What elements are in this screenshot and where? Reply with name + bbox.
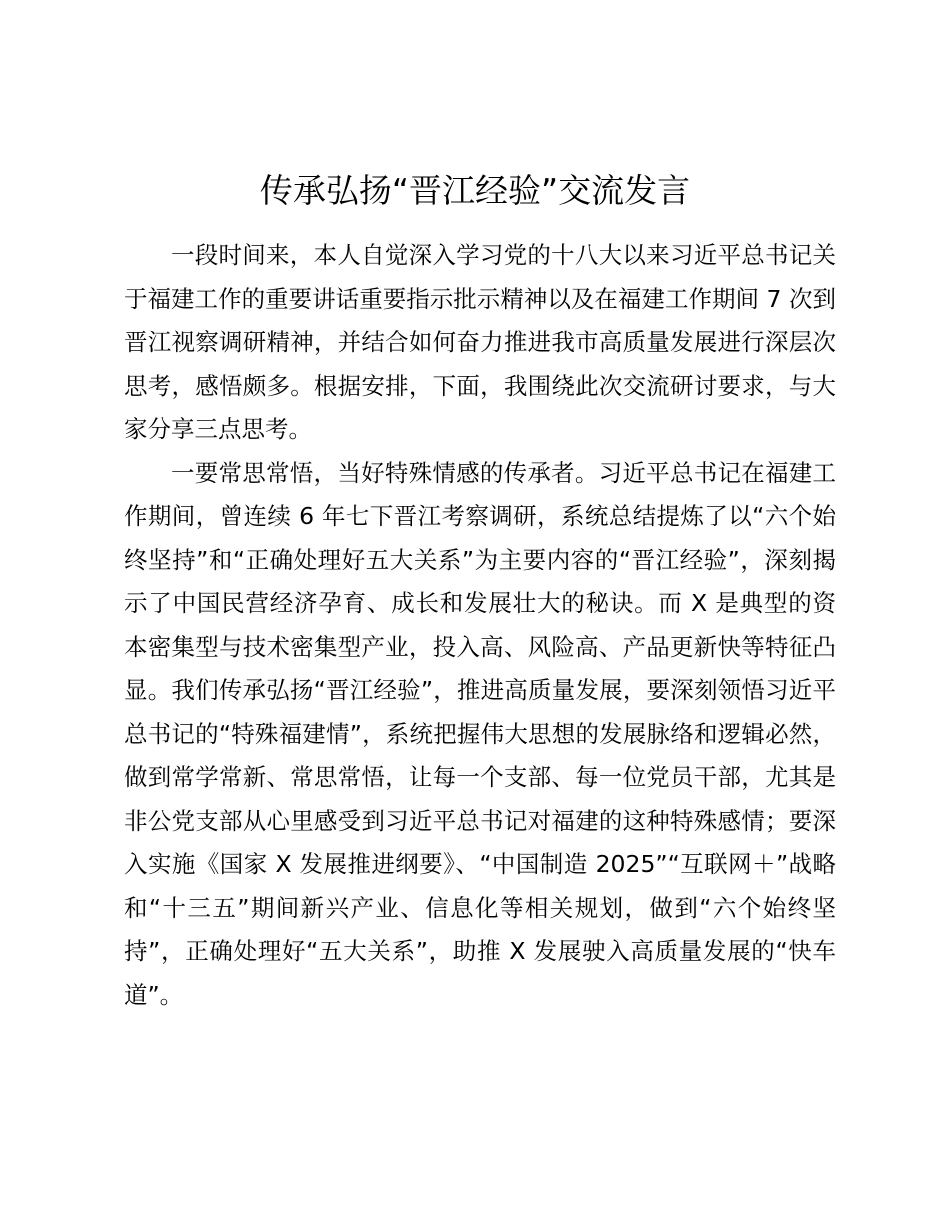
document-title: 传承弘扬“晋江经验”交流发言 — [259, 171, 691, 210]
document-body — [124, 234, 836, 1017]
paragraph-intro: 一段时间来，本人自觉深入学习党的十八大以来习近平总书记关于福建工作的重要讲话重要指示批示精神以及在福建工作期间 7 次到晋江视察调研精神，并结合如何奋力推进我市高质量发展进行深层次思考，感悟颇多。根据安排，下面，我围绕此次交流研讨要求，与大家分享三点思考。 — [124, 241, 836, 443]
paragraph-point-one: 一要常思常悟，当好特殊情感的传承者。习近平总书记在福建工作期间，曾连续 6 年七下晋江考察调研，系统总结提炼了以“六个始终坚持”和“正确处理好五大关系”为主要内容的“晋江经验”，深刻揭示了中国民营经济孕育、成长和发展壮大的秘诀。而 X 是典型的资本密集型与技术密集型产业，投入高、风险高、产品更新快等特征凸显。我们传承弘扬“晋江经验”，推进高质量发展，要深刻领悟习近平总书记的“特殊福建情”，系统把握伟大思想的发展脉络和逻辑必然，做到常学常新、常思常悟，让每一个支部、每一位党员干部，尤其是非公党支部从心里感受到习近平总书记对福建的这种特殊感情；要深入实施《国家 X 发展推进纲要》、“中国制造 2025”“互联网＋”战略和“十三五”期间新兴产业、信息化等相关规划，做到“六个始终坚持”，正确处理好“五大关系”，助推 X 发展驶入高质量发展的“快车道”。 — [124, 458, 836, 1009]
